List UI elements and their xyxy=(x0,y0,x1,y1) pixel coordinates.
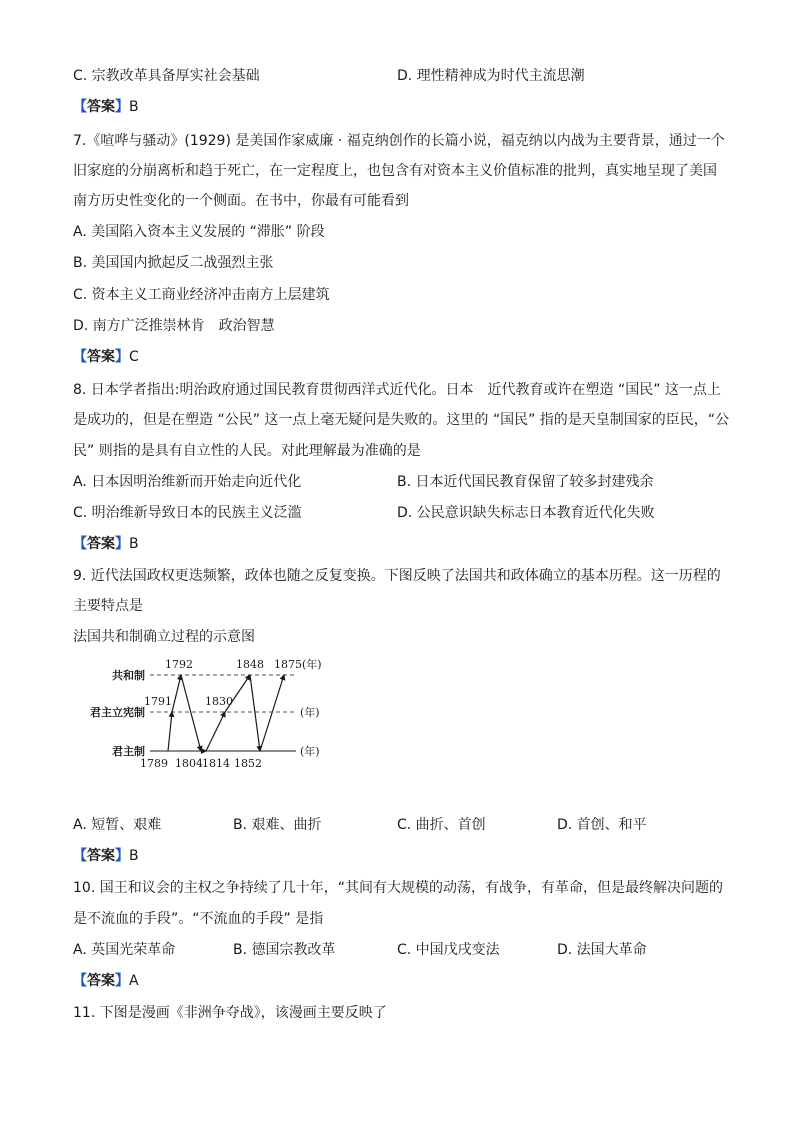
q9-figure-caption: 法国共和制确立过程的示意图 xyxy=(73,629,255,645)
q8-stem-line-2: 是成功的，但是在塑造 “公民” 这一点上毫无疑问是失败的。这里的 “国民” 指的是天皇制国家的臣民，“公 xyxy=(73,412,730,428)
q7-option-c: C. 资本主义工商业经济冲击南方上层建筑 xyxy=(73,287,330,303)
q9-stem-line-2: 主要特点是 xyxy=(73,598,143,614)
q9-answer: 【答案】B xyxy=(73,848,139,864)
transition-segment xyxy=(206,712,225,751)
level-labels xyxy=(90,668,145,758)
transition-segment xyxy=(172,675,181,712)
year-label-1791: 1791 xyxy=(144,695,172,708)
q10-stem-line-1: 10. 国王和议会的主权之争持续了几十年，“其间有大规模的动荡，有战争，有革命，但是最终解决问题的 xyxy=(73,880,723,896)
q10-option-d: D. 法国大革命 xyxy=(557,942,647,958)
year-label-1848: 1848 xyxy=(236,658,264,671)
q7-option-a: A. 美国陷入资本主义发展的 “滞胀” 阶段 xyxy=(73,224,325,240)
year-labels xyxy=(140,657,322,770)
year-label-1804: 1804 xyxy=(175,757,203,770)
transition-segment xyxy=(260,675,284,751)
transition-segment xyxy=(168,712,172,751)
q9-stem-line-1: 9. 近代法国政权更迭频繁，政体也随之反复变换。下图反映了法国共和政体确立的基本历程。这一历程的 xyxy=(73,568,721,584)
q7-stem-line-3: 南方历史性变化的一个侧面。在书中，你最有可能看到 xyxy=(73,193,409,209)
q9-option-d: D. 首创、和平 xyxy=(557,817,647,833)
q8-stem-line-1: 8. 日本学者指出:明治政府通过国民教育贯彻西洋式近代化。日本 近代教育或许在塑造 “国民” 这一点上 xyxy=(73,382,721,398)
level-label: 君主立宪制 xyxy=(90,706,145,719)
q6-answer: 【答案】B xyxy=(73,99,139,115)
q7-option-d: D. 南方广泛推崇林肯 政治智慧 xyxy=(73,318,275,334)
q9-option-c: C. 曲折、首创 xyxy=(397,817,486,833)
q8-answer: 【答案】B xyxy=(73,536,139,552)
q8-option-d: D. 公民意识缺失标志日本教育近代化失败 xyxy=(397,505,655,521)
level-label: 君主制 xyxy=(112,745,145,758)
year-label-1875: 1875(年) xyxy=(274,658,322,671)
q6-option-c: C. 宗教改革具备厚实社会基础 xyxy=(73,68,260,84)
q7-answer: 【答案】C xyxy=(73,349,139,365)
q9-option-b: B. 艰难、曲折 xyxy=(233,817,322,833)
q10-option-a: A. 英国光荣革命 xyxy=(73,942,176,958)
republic-process-diagram xyxy=(90,655,340,775)
q8-option-b: B. 日本近代国民教育保留了较多封建残余 xyxy=(397,474,654,490)
q7-stem-line-1: 7.《喧哗与骚动》(1929) 是美国作家威廉 · 福克纳创作的长篇小说，福克纳以内战为主要背景，通过一个 xyxy=(73,133,725,149)
year-label-1852: 1852 xyxy=(234,757,262,770)
q8-option-c: C. 明治维新导致日本的民族主义泛滥 xyxy=(73,505,302,521)
year-label-1792: 1792 xyxy=(165,658,193,671)
unit-label: (年) xyxy=(300,706,320,719)
year-label-1814: 1814 xyxy=(202,757,230,770)
year-label-1789: 1789 xyxy=(140,757,168,770)
q10-answer: 【答案】A xyxy=(73,973,139,989)
q6-option-d: D. 理性精神成为时代主流思潮 xyxy=(397,68,585,84)
q8-stem-line-3: 民” 则指的是具有自立性的人民。对此理解最为准确的是 xyxy=(73,443,421,459)
q7-stem-line-2: 旧家庭的分崩离析和趋于死亡，在一定程度上，也包含有对资本主义价值标准的批判，真实地呈现了美国 xyxy=(73,163,717,179)
level-label: 共和制 xyxy=(112,669,145,682)
transition-segment xyxy=(181,675,201,751)
q7-option-b: B. 美国国内掀起反二战强烈主张 xyxy=(73,255,274,271)
unit-labels xyxy=(300,705,320,758)
unit-label: (年) xyxy=(300,745,320,758)
transition-path xyxy=(168,675,284,751)
transition-segment xyxy=(250,675,260,751)
q11-stem: 11. 下图是漫画《非洲争夺战》，该漫画主要反映了 xyxy=(73,1005,387,1021)
q10-option-b: B. 德国宗教改革 xyxy=(233,942,336,958)
q8-option-a: A. 日本因明治维新而开始走向近代化 xyxy=(73,474,302,490)
q10-stem-line-2: 是不流血的手段”。“不流血的手段” 是指 xyxy=(73,911,324,927)
q10-option-c: C. 中国戊戌变法 xyxy=(397,942,500,958)
q9-option-a: A. 短暂、艰难 xyxy=(73,817,162,833)
year-label-1830: 1830 xyxy=(205,695,233,708)
